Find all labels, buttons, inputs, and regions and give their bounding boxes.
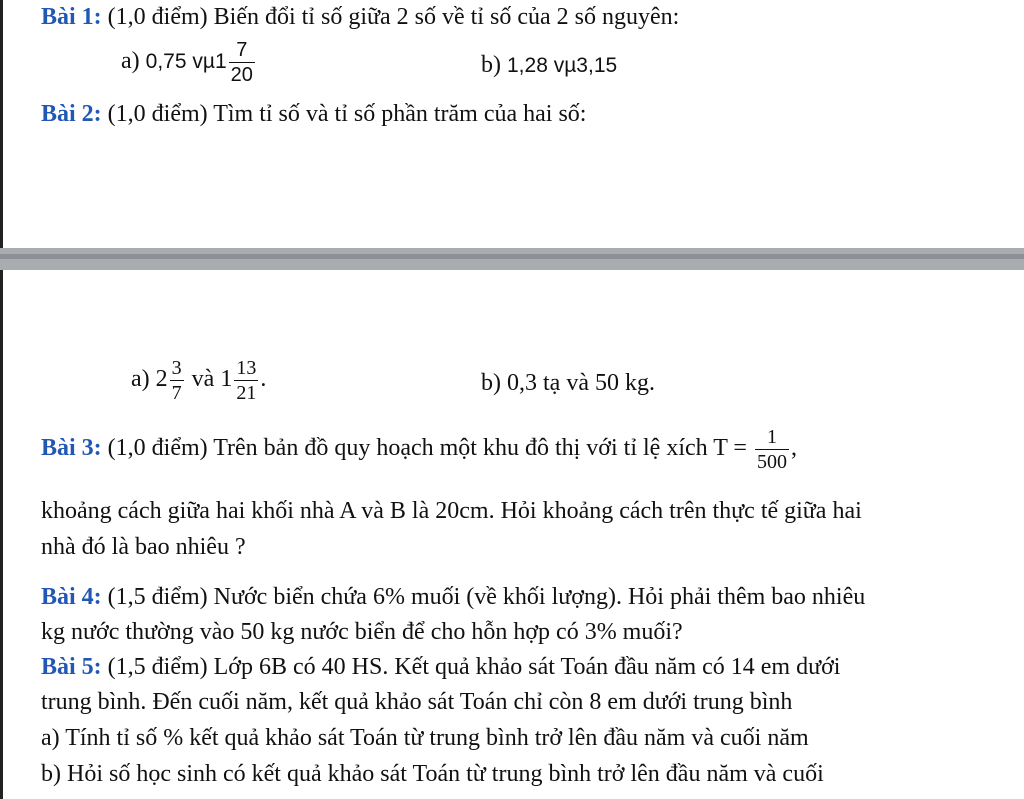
bai3-frac-num: 1 xyxy=(755,427,789,450)
bai5-label: Bài 5: xyxy=(41,654,102,680)
bai1-a-frac-num: 7 xyxy=(229,40,255,63)
bai2-a-label: a) xyxy=(131,366,150,393)
bai2-b-label: b) xyxy=(481,370,501,396)
bai2-item-b xyxy=(481,370,655,397)
bai1-label: Bài 1: xyxy=(41,4,102,30)
bai4-text: (1,5 điểm) Nước biển chứa 6% muối (về khối lượng). Hỏi phải thêm bao nhiêu xyxy=(101,584,866,610)
bai5-text: (1,5 điểm) Lớp 6B có 40 HS. Kết quả khảo sát Toán đầu năm có 14 em dưới xyxy=(101,654,841,680)
bai4-heading xyxy=(41,584,865,611)
bai3-heading xyxy=(41,427,797,472)
bai3-frac-den: 500 xyxy=(756,451,787,473)
bai3-line2: khoảng cách giữa hai khối nhà A và B là 20cm. Hỏi khoảng cách trên thực tế giữa hai xyxy=(41,498,862,524)
bai5-line2: trung bình. Đến cuối năm, kết quả khảo sát Toán chỉ còn 8 em dưới trung bình xyxy=(41,689,793,715)
bai1-a-label: a) xyxy=(121,48,140,75)
bai2-a-end: . xyxy=(260,366,267,393)
bai1-b-text: 1,28 vµ3,15 xyxy=(507,54,618,77)
bai4-line2: kg nước thường vào 50 kg nước biển để cho hỗn hợp có 3% muối? xyxy=(41,619,683,645)
bai2-a-frac1-num: 3 xyxy=(171,357,182,379)
bai1-item-a xyxy=(121,40,257,85)
bai1-b-label: b) xyxy=(481,52,501,78)
bai1-item-b xyxy=(481,52,617,79)
bai1-a-fraction xyxy=(229,40,255,85)
document-page-top xyxy=(0,0,1024,248)
bai3-line3: nhà đó là bao nhiêu ? xyxy=(41,534,246,560)
bai1-a-text: 0,75 vµ1 xyxy=(145,50,227,74)
bai2-a-frac1-den: 7 xyxy=(171,382,182,404)
bai2-label: Bài 2: xyxy=(41,101,102,127)
bai5-line3: a) Tính tỉ số % kết quả khảo sát Toán từ trung bình trở lên đầu năm và cuối năm xyxy=(41,725,809,751)
bai3-text: (1,0 điểm) Trên bản đồ quy hoạch một khu đô thị với tỉ lệ xích T = xyxy=(101,435,747,462)
bai4-label: Bài 4: xyxy=(41,584,102,610)
bai2-text: (1,0 điểm) Tìm tỉ số và tỉ số phần trăm của hai số: xyxy=(101,101,587,127)
bai2-a-fraction2 xyxy=(234,358,258,403)
bai2-a-whole1: 2 xyxy=(155,366,168,393)
bai2-a-frac2-num: 13 xyxy=(236,357,257,379)
bai2-item-a xyxy=(131,358,266,403)
page-gap-separator xyxy=(0,248,1024,270)
bai1-heading xyxy=(41,4,679,31)
bai3-label: Bài 3: xyxy=(41,435,102,462)
bai2-heading xyxy=(41,101,586,128)
bai5-heading xyxy=(41,654,840,681)
bai3-after: , xyxy=(790,435,797,462)
bai2-b-text: 0,3 tạ và 50 kg. xyxy=(507,370,655,396)
bai3-fraction xyxy=(755,427,789,472)
page-gap-line xyxy=(0,254,1024,259)
bai1-a-frac-den: 20 xyxy=(230,64,253,86)
bai2-a-frac2-den: 21 xyxy=(236,382,257,404)
bai2-a-whole2: 1 xyxy=(220,366,233,393)
document-page-bottom xyxy=(0,270,1024,799)
bai1-text: (1,0 điểm) Biến đổi tỉ số giữa 2 số về tỉ số của 2 số nguyên: xyxy=(101,4,680,30)
bai5-line4: b) Hỏi số học sinh có kết quả khảo sát Toán từ trung bình trở lên đầu năm và cuối xyxy=(41,761,824,787)
bai2-a-fraction1 xyxy=(170,358,184,403)
bai2-a-and: và xyxy=(191,366,215,393)
